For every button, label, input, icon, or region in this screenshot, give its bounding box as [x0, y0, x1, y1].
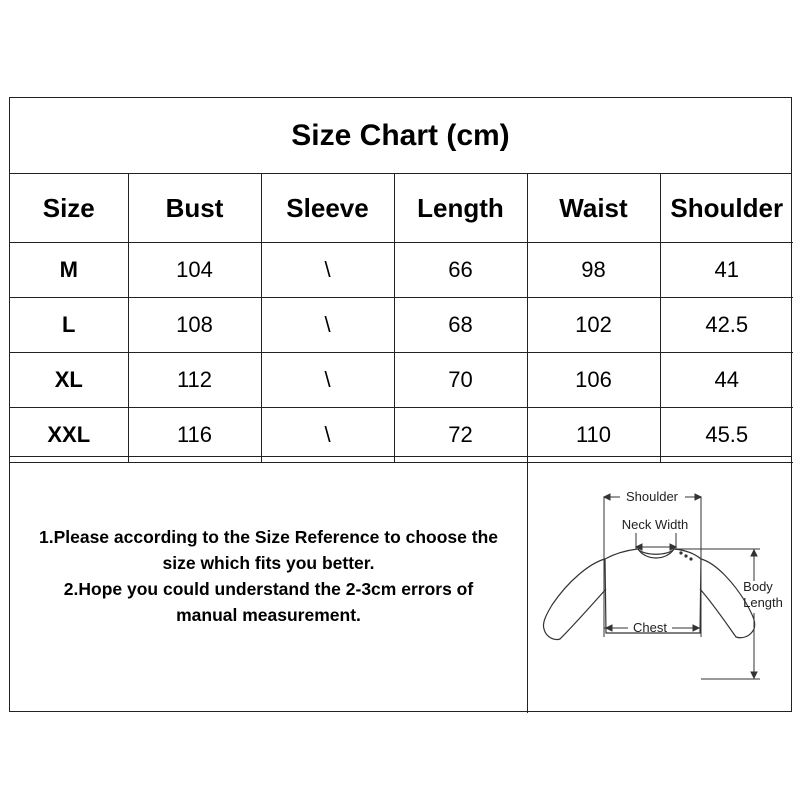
- waist-cell: 106: [527, 353, 660, 408]
- table-header-row: [10, 174, 793, 243]
- table-row: [10, 298, 793, 353]
- waist-cell: 110: [527, 408, 660, 463]
- size-cell: M: [10, 243, 128, 298]
- note-line: 2.Hope you could understand the 2-3cm errors of: [63, 579, 474, 599]
- shoulder-cell: 44: [660, 353, 793, 408]
- shoulder-label: Shoulder: [625, 489, 679, 504]
- size-chart-frame: [9, 97, 792, 712]
- size-table: [10, 174, 793, 463]
- size-cell: XL: [10, 353, 128, 408]
- column-header: Size: [10, 174, 128, 243]
- info-section: [10, 456, 791, 713]
- measurement-diagram: [528, 457, 791, 713]
- bust-cell: 104: [128, 243, 261, 298]
- chest-label: Chest: [633, 620, 667, 635]
- neck-width-label: Neck Width: [621, 517, 689, 532]
- sweater-diagram: [528, 457, 791, 714]
- table-row: [10, 353, 793, 408]
- size-cell: L: [10, 298, 128, 353]
- note-line: size which fits you better.: [162, 553, 375, 573]
- table-row: [10, 408, 793, 463]
- sleeve-cell: \: [261, 408, 394, 463]
- length-cell: 66: [394, 243, 527, 298]
- bust-cell: 108: [128, 298, 261, 353]
- length-cell: 72: [394, 408, 527, 463]
- size-cell: XXL: [10, 408, 128, 463]
- shoulder-cell: 42.5: [660, 298, 793, 353]
- shoulder-cell: 41: [660, 243, 793, 298]
- waist-cell: 98: [527, 243, 660, 298]
- bust-cell: 112: [128, 353, 261, 408]
- length-cell: 68: [394, 298, 527, 353]
- column-header: Length: [394, 174, 527, 243]
- column-header: Bust: [128, 174, 261, 243]
- body-length-label: Body: [743, 579, 773, 594]
- note-line: manual measurement.: [176, 605, 361, 625]
- table-row: [10, 243, 793, 298]
- note-line: 1.Please according to the Size Reference to choose the: [38, 527, 499, 547]
- body-length-label: Length: [743, 595, 783, 610]
- column-header: Sleeve: [261, 174, 394, 243]
- bust-cell: 116: [128, 408, 261, 463]
- sleeve-cell: \: [261, 353, 394, 408]
- sleeve-cell: \: [261, 298, 394, 353]
- length-cell: 70: [394, 353, 527, 408]
- waist-cell: 102: [527, 298, 660, 353]
- size-notes: [10, 457, 528, 713]
- column-header: Shoulder: [660, 174, 793, 243]
- column-header: Waist: [527, 174, 660, 243]
- chart-title: Size Chart (cm): [10, 98, 791, 174]
- shoulder-cell: 45.5: [660, 408, 793, 463]
- sleeve-cell: \: [261, 243, 394, 298]
